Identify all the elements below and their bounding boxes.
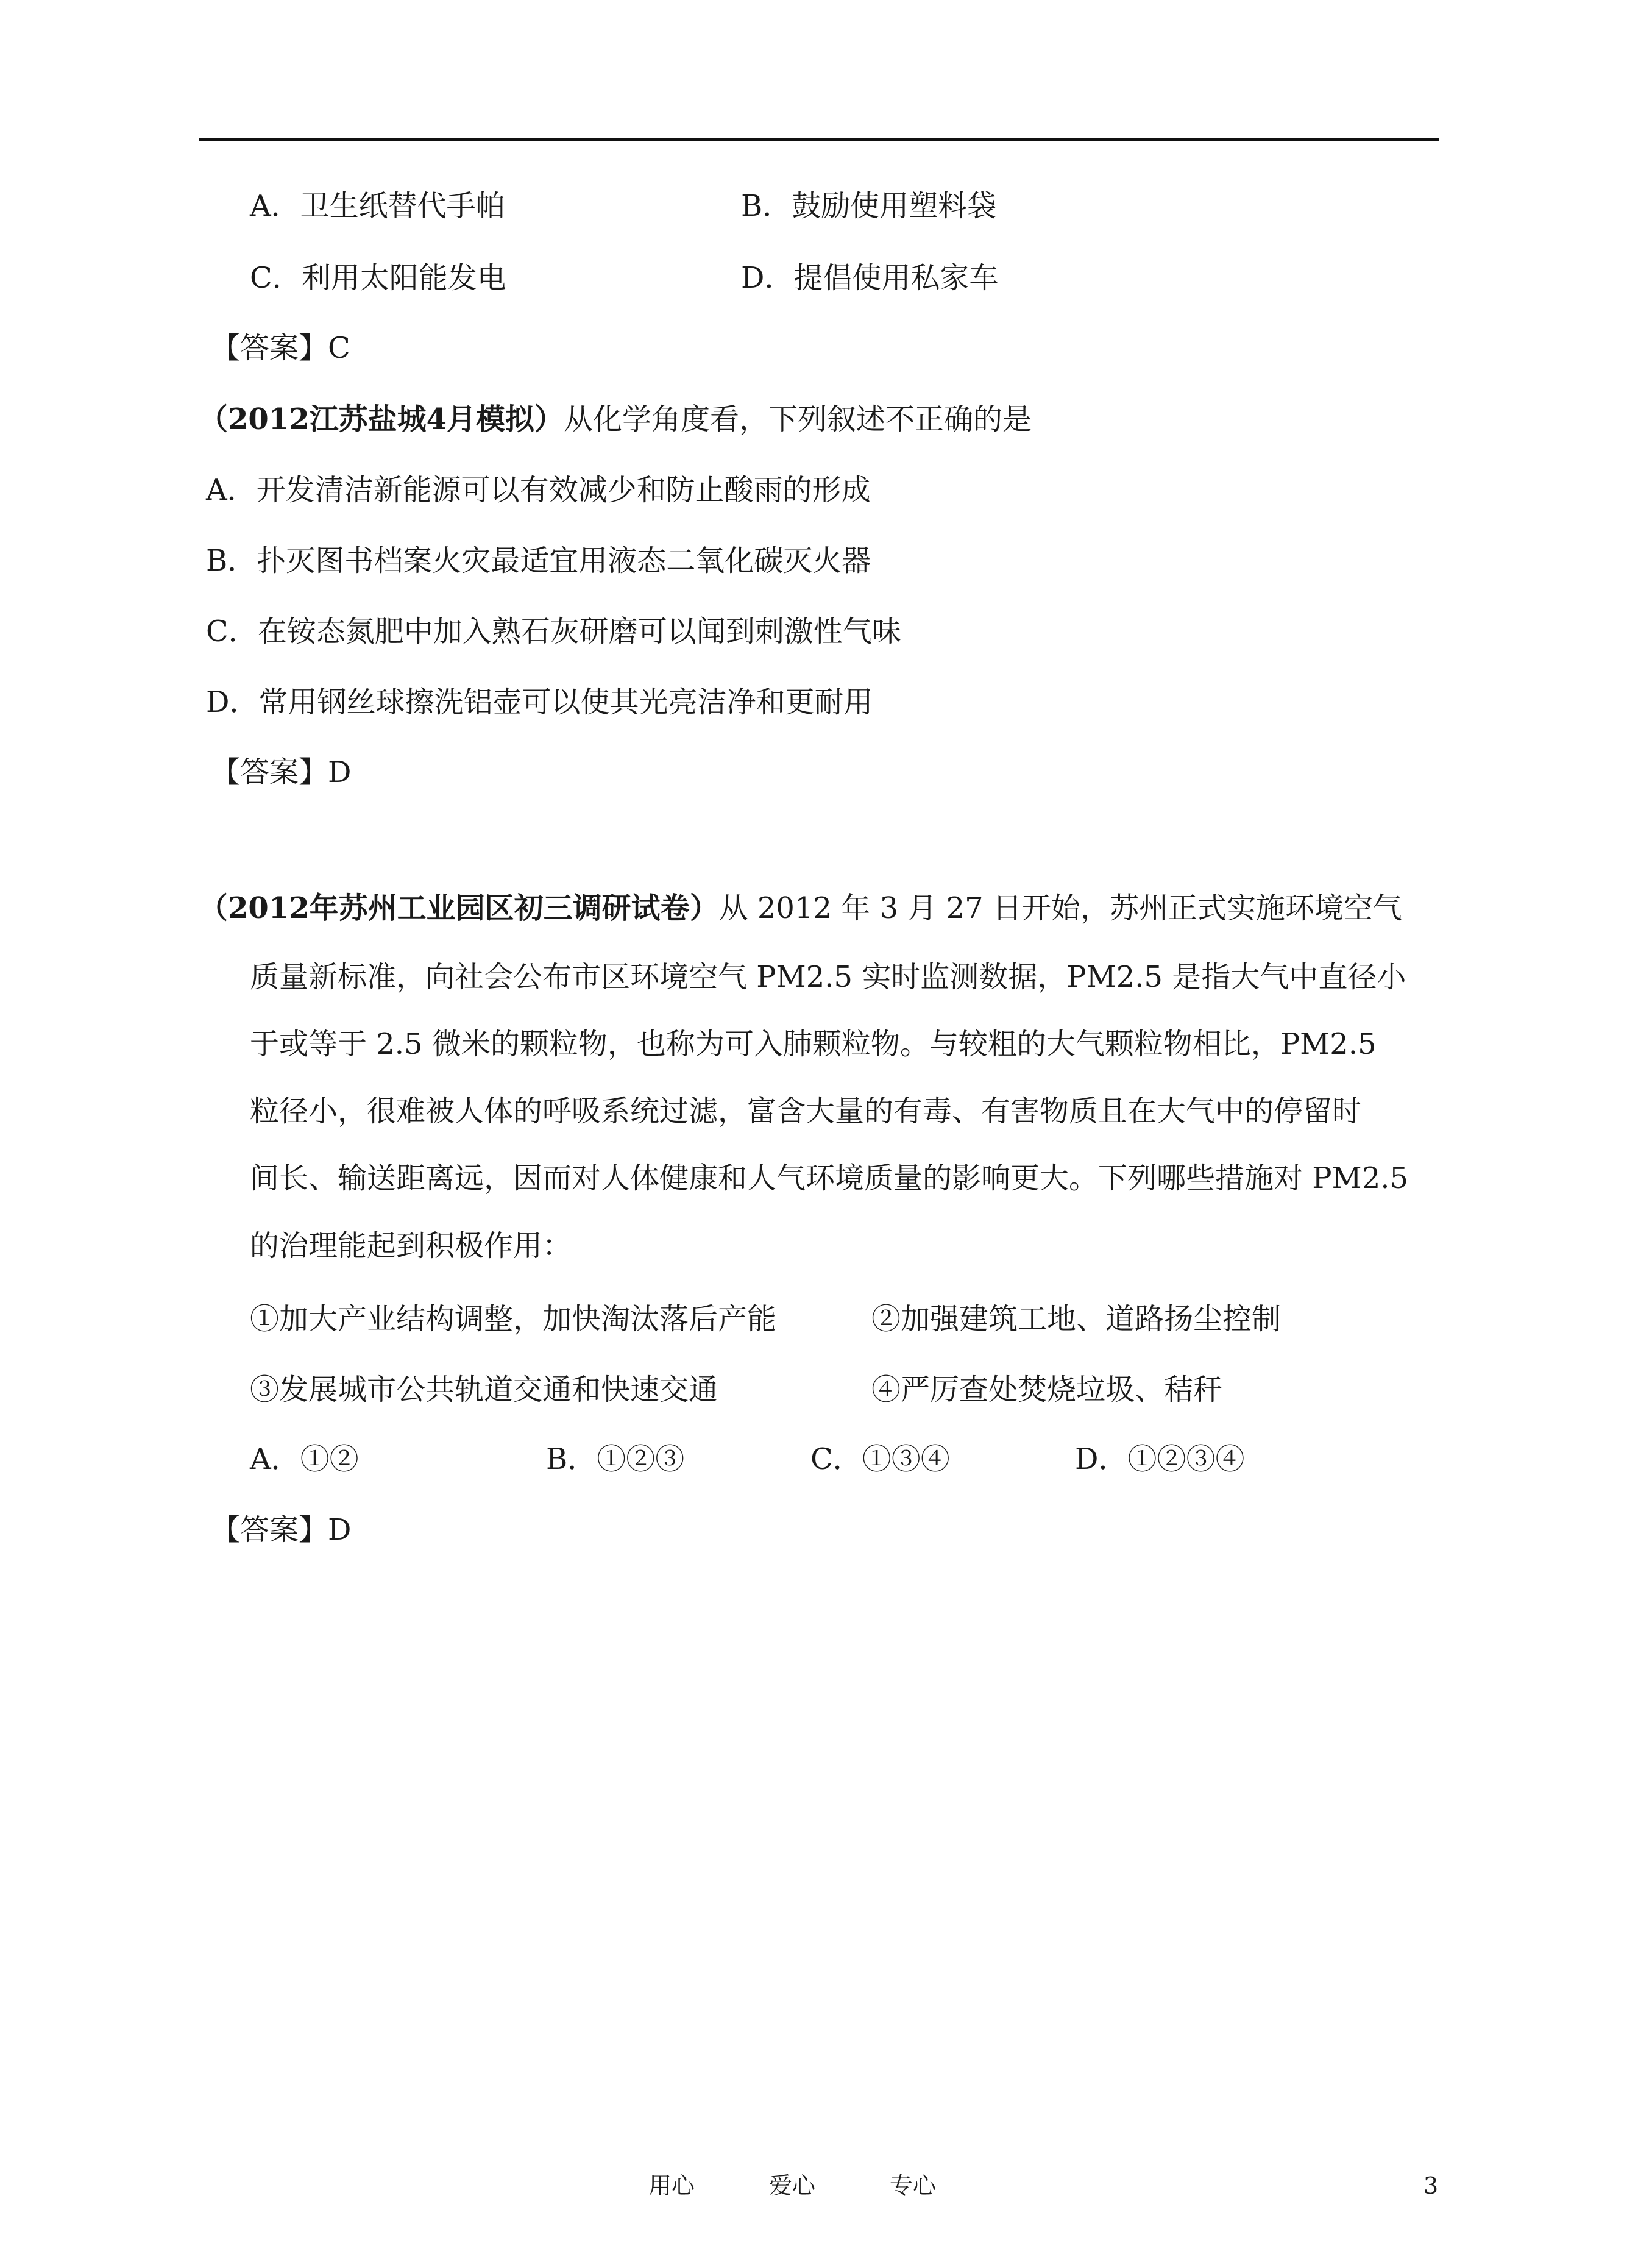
q2-option-c: C．在铵态氮肥中加入熟石灰研磨可以闻到刺激性气味 (206, 614, 901, 649)
footer-motto-1: 用心 (648, 2172, 695, 2199)
header-rule (199, 138, 1439, 141)
q3-answer: 【答案】D (211, 1513, 352, 1547)
q3-stem-line-1: 从 2012 年 3 月 27 日开始，苏州正式实施环境空气 (718, 891, 1402, 925)
q3-measure-1: ①加大产业结构调整，加快淘汰落后产能 (250, 1302, 777, 1336)
q3-stem-line-4: 粒径小，很难被人体的呼吸系统过滤，富含大量的有毒、有害物质且在大气中的停留时 (250, 1094, 1362, 1128)
q3-measure-3: ③发展城市公共轨道交通和快速交通 (250, 1373, 718, 1407)
footer-motto-3: 专心 (890, 2172, 937, 2199)
q3-source: （2012年苏州工业园区初三调研试卷） (199, 891, 719, 925)
q1-option-d: D．提倡使用私家车 (741, 261, 999, 295)
q3-option-c: C．①③④ (810, 1442, 950, 1476)
q1-option-b: B．鼓励使用塑料袋 (741, 189, 997, 223)
q2-stem: 从化学角度看，下列叙述不正确的是 (564, 402, 1032, 436)
q3-option-a: A．①② (250, 1442, 359, 1476)
page-number: 3 (1424, 2172, 1439, 2199)
q2-option-d: D．常用钢丝球擦洗铝壶可以使其光亮洁净和更耐用 (206, 685, 873, 719)
q2-option-b: B．扑灭图书档案火灾最适宜用液态二氧化碳灭火器 (206, 544, 871, 578)
q3-stem-line-3: 于或等于 2.5 微米的颗粒物，也称为可入肺颗粒物。与较粗的大气颗粒物相比，PM2.5 (250, 1027, 1377, 1061)
q3-stem-line-2: 质量新标准，向社会公布市区环境空气 PM2.5 实时监测数据，PM2.5 是指大气中直径小 (250, 960, 1406, 994)
q2-source: （2012江苏盐城4月模拟） (199, 402, 564, 436)
q3-measure-4: ④严厉查处焚烧垃圾、秸秆 (871, 1373, 1223, 1407)
q2-question (199, 401, 1032, 438)
q3-option-b: B．①②③ (546, 1442, 685, 1476)
q3-stem-line-6: 的治理能起到积极作用： (250, 1229, 572, 1263)
q2-option-a: A．开发清洁新能源可以有效减少和防止酸雨的形成 (206, 473, 871, 507)
q1-option-a: A．卫生纸替代手帕 (250, 189, 505, 223)
q3-stem-line-5: 间长、输送距离远，因而对人体健康和人气环境质量的影响更大。下列哪些措施对 PM2.5 (250, 1161, 1409, 1195)
q3-option-d: D．①②③④ (1075, 1442, 1245, 1476)
q1-answer: 【答案】C (211, 331, 350, 365)
q2-answer: 【答案】D (211, 755, 352, 789)
footer-motto-2: 爱心 (769, 2172, 816, 2199)
q1-option-c: C．利用太阳能发电 (250, 261, 506, 295)
q3-measure-2: ②加强建筑工地、道路扬尘控制 (871, 1302, 1282, 1336)
q3-question (199, 890, 1402, 926)
